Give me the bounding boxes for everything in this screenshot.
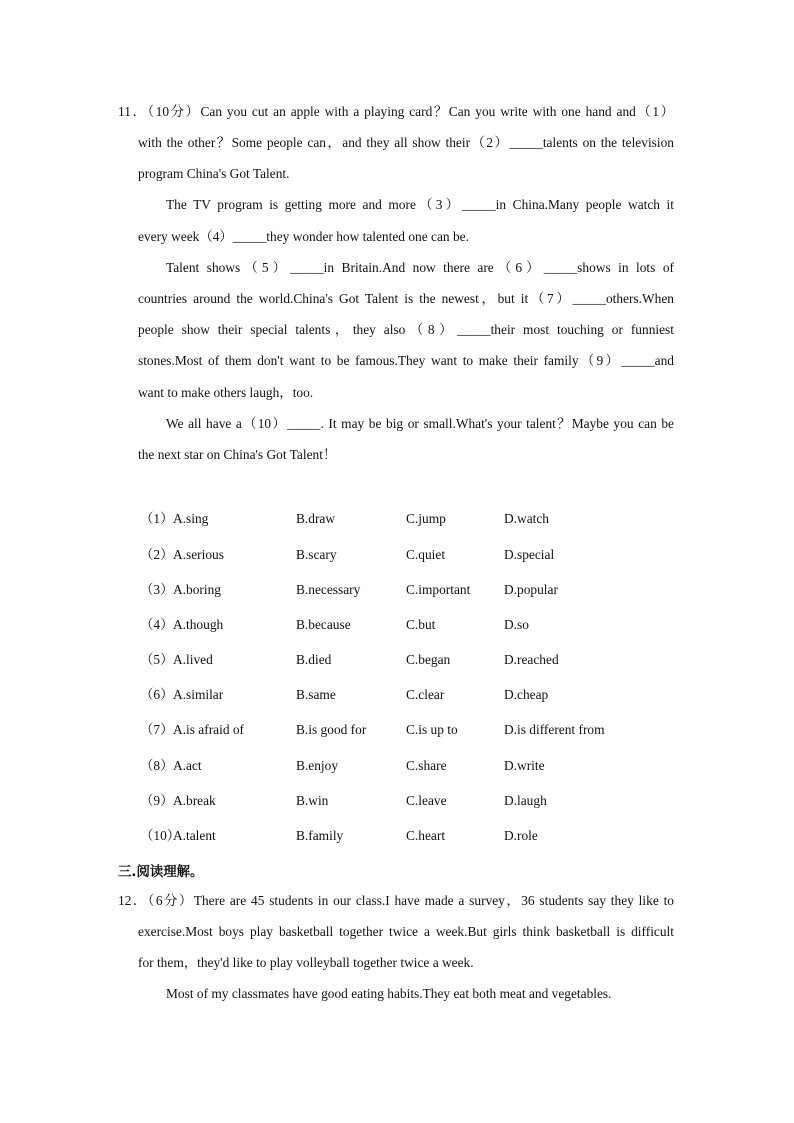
option-b: B.same	[296, 687, 336, 702]
option-a: A.boring	[173, 582, 221, 597]
q11-line-2: with the other？Some people can，and they all show their（2）_____talents on the television	[138, 135, 674, 150]
q11-line-4: The TV program is getting more and more（3）_____in China.Many people watch it	[166, 197, 674, 212]
option-number: （9）	[140, 793, 174, 808]
option-number: （1）	[140, 511, 174, 526]
option-number: （6）	[140, 687, 174, 702]
q11-line-7: countries around the world.China's Got Talent is the newest，but it（7）_____others.When	[138, 291, 674, 306]
option-number: （5）	[140, 652, 174, 667]
option-a: A.lived	[173, 652, 213, 667]
option-c: C.jump	[406, 511, 446, 526]
q11-line-1: 11．（10分）Can you cut an apple with a playing card？Can you write with one hand and（1）	[118, 104, 674, 119]
option-a: A.act	[173, 758, 202, 773]
option-b: B.because	[296, 617, 351, 632]
q11-line-11: We all have a（10）_____. It may be big or small.What's your talent？Maybe you can be	[166, 416, 674, 431]
q11-line-10: want to make others laugh，too.	[138, 385, 314, 400]
option-c: C.is up to	[406, 722, 458, 737]
option-number: （4）	[140, 617, 174, 632]
option-d: D.special	[504, 547, 555, 562]
option-a: A.break	[173, 793, 216, 808]
q11-line-3: program China's Got Talent.	[138, 166, 290, 181]
option-a: A.is afraid of	[173, 722, 245, 737]
option-d: D.laugh	[504, 793, 547, 808]
option-number: （2）	[140, 547, 174, 562]
option-d: D.write	[504, 758, 545, 773]
option-a: A.sing	[173, 511, 209, 526]
option-a: A.talent	[173, 828, 216, 843]
option-number: （8）	[140, 758, 174, 773]
option-a: A.though	[173, 617, 224, 632]
option-b: B.draw	[296, 511, 336, 526]
option-a: A.serious	[173, 547, 224, 562]
option-b: B.enjoy	[296, 758, 339, 773]
q11-line-12: the next star on China's Got Talent！	[138, 447, 337, 462]
q12-line-3: for them，they'd like to play volleyball together twice a week.	[138, 955, 474, 970]
q11-line-9: stones.Most of them don't want to be famous.They want to make their family（9）_____and	[138, 353, 674, 368]
option-c: C.important	[406, 582, 471, 597]
option-a: A.similar	[173, 687, 224, 702]
option-d: D.reached	[504, 652, 559, 667]
option-c: C.leave	[406, 793, 447, 808]
option-number: （10）	[140, 828, 181, 843]
q11-line-5: every week（4）_____they wonder how talented one can be.	[138, 229, 469, 244]
option-d: D.role	[504, 828, 538, 843]
option-b: B.necessary	[296, 582, 361, 597]
option-c: C.but	[406, 617, 436, 632]
option-c: C.began	[406, 652, 451, 667]
option-d: D.watch	[504, 511, 549, 526]
option-d: D.is different from	[504, 722, 605, 737]
section-heading: 三.阅读理解。	[118, 865, 204, 880]
option-b: B.scary	[296, 547, 337, 562]
q12-line-2: exercise.Most boys play basketball together twice a week.But girls think basketball is difficult	[138, 924, 674, 939]
option-d: D.popular	[504, 582, 558, 597]
option-b: B.died	[296, 652, 332, 667]
option-c: C.clear	[406, 687, 445, 702]
option-number: （7）	[140, 722, 174, 737]
option-b: B.family	[296, 828, 344, 843]
q12-line-1: 12．（6分）There are 45 students in our class.I have made a survey，36 students say they like to	[118, 893, 674, 908]
q12-line-4: Most of my classmates have good eating habits.They eat both meat and vegetables.	[166, 986, 612, 1001]
option-c: C.quiet	[406, 547, 446, 562]
q11-line-8: people show their special talents，they also（8）_____their most touching or funniest	[138, 322, 674, 337]
option-b: B.win	[296, 793, 329, 808]
option-c: C.heart	[406, 828, 446, 843]
option-d: D.cheap	[504, 687, 549, 702]
option-b: B.is good for	[296, 722, 367, 737]
option-number: （3）	[140, 582, 174, 597]
option-d: D.so	[504, 617, 529, 632]
option-c: C.share	[406, 758, 447, 773]
q11-line-6: Talent shows（5）_____in Britain.And now there are（6）_____shows in lots of	[166, 260, 674, 275]
